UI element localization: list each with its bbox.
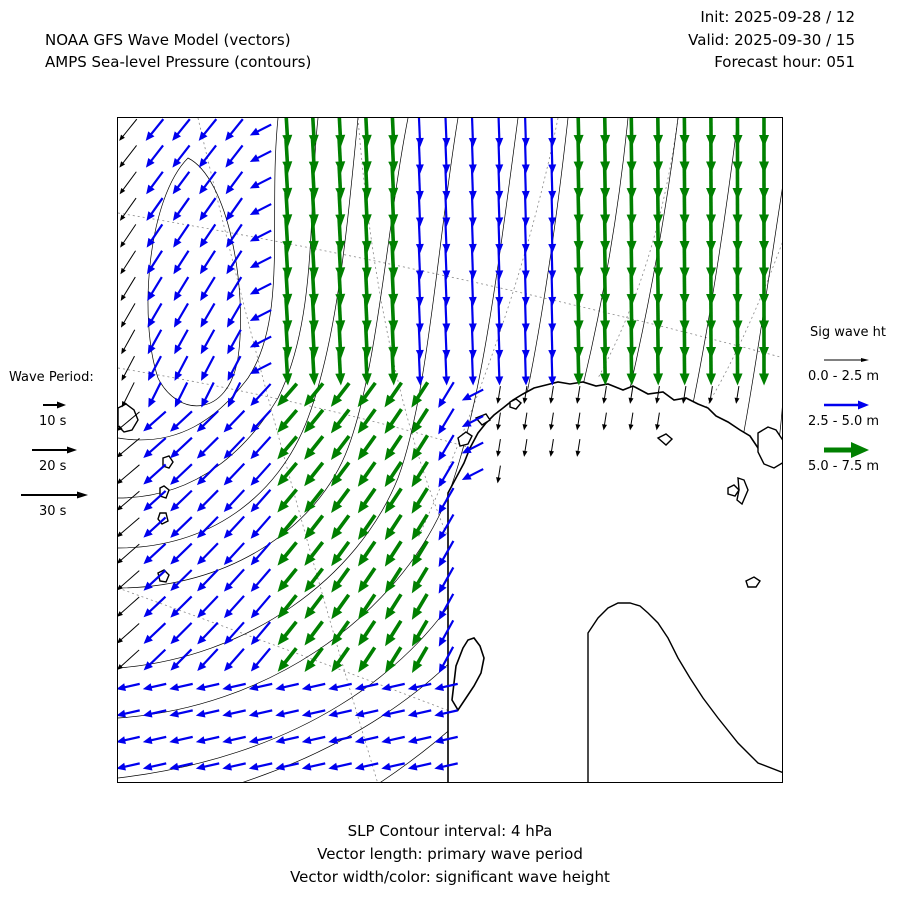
wave-vector	[120, 224, 136, 247]
wave-vector	[227, 303, 241, 327]
wave-vector	[278, 648, 297, 672]
wave-vector	[199, 198, 215, 221]
wave-vector	[119, 119, 137, 141]
wave-vector	[385, 541, 401, 566]
wave-vector	[412, 594, 427, 620]
wave-vector	[335, 352, 345, 386]
period-label-20s: 20 s	[39, 459, 67, 474]
wave-vector	[144, 623, 166, 644]
wave-vector	[385, 488, 402, 513]
wave-vector	[200, 251, 215, 275]
wave-vector	[173, 198, 189, 221]
wave-vector	[328, 710, 351, 718]
wave-vector	[385, 462, 402, 487]
wave-vector	[146, 119, 164, 141]
wave-vector	[462, 390, 483, 401]
wave-vector	[302, 683, 325, 691]
wave-vector	[170, 596, 191, 617]
wave-vector	[278, 595, 297, 618]
wave-vector	[251, 516, 271, 539]
wave-vector	[147, 303, 161, 327]
wave-vector	[118, 623, 139, 643]
wave-vector	[118, 518, 139, 538]
wave-vector	[302, 763, 325, 771]
wave-vector	[304, 516, 322, 540]
wave-vector	[304, 569, 322, 593]
wave-vector	[680, 352, 690, 386]
wave-vector	[278, 622, 297, 645]
wave-vector	[381, 710, 404, 718]
wave-vector	[304, 436, 323, 459]
wave-vector	[147, 277, 162, 301]
wave-vector	[385, 409, 402, 434]
wave-vector	[408, 710, 431, 718]
wave-vector	[277, 410, 297, 433]
height-arrow-high	[824, 442, 869, 458]
wave-vector	[250, 257, 271, 268]
wave-vector	[249, 763, 272, 771]
wave-vector	[275, 683, 298, 691]
period-label-10s: 10 s	[39, 414, 67, 429]
wave-vector	[148, 382, 160, 407]
wave-vector	[196, 683, 219, 691]
wave-vector	[224, 411, 245, 433]
wave-vector	[277, 437, 296, 460]
wave-vector	[226, 198, 242, 221]
wave-vector	[197, 517, 218, 538]
wave-vector	[304, 542, 322, 566]
wave-vector	[197, 649, 217, 671]
wave-vector	[146, 198, 162, 221]
wave-vector	[249, 683, 272, 691]
wave-vector	[225, 145, 242, 167]
wave-vector	[358, 383, 376, 407]
wave-vector	[358, 515, 375, 540]
wave-vector	[388, 352, 398, 386]
wave-vector	[199, 119, 217, 141]
wave-vector	[251, 648, 270, 671]
wave-vector	[412, 621, 427, 647]
wave-vector	[143, 464, 165, 484]
wave-vector	[197, 623, 218, 645]
init-time: Init: 2025-09-28 / 12	[700, 8, 855, 26]
contour-interval-note: SLP Contour interval: 4 hPa	[347, 822, 553, 840]
wave-vector	[174, 330, 188, 355]
wave-vector	[305, 621, 323, 645]
wave-vector	[412, 647, 427, 673]
wave-vector	[358, 436, 375, 460]
wave-vector	[331, 383, 349, 407]
wave-vector	[574, 352, 584, 386]
wave-vector	[197, 437, 218, 458]
wave-vector	[143, 736, 166, 744]
wave-vector	[251, 490, 271, 512]
wave-vector	[381, 736, 404, 744]
wave-vector	[362, 352, 372, 386]
wave-vector	[118, 544, 139, 564]
wave-vector	[197, 464, 218, 485]
wave-vector	[304, 595, 322, 619]
wave-vector	[228, 356, 241, 381]
height-label-low: 0.0 - 2.5 m	[808, 369, 880, 384]
wave-vector	[438, 435, 453, 461]
wave-vector	[200, 303, 214, 327]
wave-vector	[331, 489, 349, 513]
wave-vector	[250, 231, 271, 242]
wave-vector	[170, 438, 192, 459]
wave-vector	[412, 462, 428, 487]
wave-vector	[224, 516, 244, 538]
wave-vector	[121, 303, 135, 327]
wave-vector	[282, 352, 292, 386]
wave-vector	[143, 438, 165, 458]
wave-vector	[358, 462, 375, 486]
wave-vector	[147, 224, 163, 247]
wave-vector	[197, 490, 218, 511]
wave-vector	[759, 352, 769, 386]
wave-vector	[199, 145, 216, 167]
wave-vector	[175, 356, 188, 381]
wave-vector	[355, 710, 378, 718]
vector-width-note: Vector width/color: significant wave height	[290, 868, 610, 886]
wave-vector	[118, 597, 139, 617]
wave-vector	[148, 356, 161, 381]
wave-vector	[173, 251, 188, 275]
wave-vector	[224, 464, 245, 486]
wave-vector	[249, 736, 272, 744]
wave-vector	[250, 178, 271, 189]
wave-vector	[120, 172, 137, 195]
wave-vector	[170, 464, 192, 485]
period-arrow-10s	[43, 402, 66, 409]
wave-vector	[222, 763, 245, 771]
wave-vector	[331, 436, 349, 460]
wave-vector	[358, 568, 375, 593]
wave-vector	[309, 352, 319, 386]
wave-vector	[201, 356, 214, 381]
wave-vector	[118, 438, 139, 457]
map-panel	[117, 117, 783, 783]
wave-vector	[169, 736, 192, 744]
wave-vector	[438, 382, 454, 408]
wave-vector	[196, 710, 219, 718]
vector-length-note: Vector length: primary wave period	[317, 845, 583, 863]
wave-vector	[277, 463, 296, 486]
wave-vector	[118, 465, 139, 484]
wave-vector	[735, 386, 740, 404]
wave-vector	[173, 224, 189, 247]
wave-vector	[225, 119, 243, 141]
wave-vector	[143, 683, 166, 691]
wave-vector	[226, 251, 241, 275]
wave-vector	[197, 543, 218, 565]
wave-vector	[170, 544, 191, 565]
wave-vector	[250, 337, 271, 348]
wave-vector	[381, 683, 404, 691]
wave-vector	[408, 683, 431, 691]
height-label-high: 5.0 - 7.5 m	[808, 459, 880, 474]
wave-vector	[653, 352, 663, 386]
wave-vector	[328, 683, 351, 691]
wave-vector	[200, 277, 215, 301]
wave-vector	[251, 622, 270, 645]
wave-vector	[305, 648, 323, 672]
wave-vector	[224, 543, 244, 565]
period-legend-title: Wave Period:	[9, 370, 94, 385]
wave-vector	[146, 172, 163, 195]
wave-vector	[119, 145, 136, 167]
wave-vector	[118, 763, 140, 771]
wave-vector	[331, 542, 349, 566]
wave-vector	[358, 542, 375, 567]
wave-vector	[174, 303, 188, 327]
wave-vector	[733, 352, 743, 386]
wave-vector	[358, 595, 375, 620]
forecast-hour: Forecast hour: 051	[714, 53, 855, 71]
contour-title: AMPS Sea-level Pressure (contours)	[45, 53, 312, 71]
wave-vector	[172, 119, 190, 141]
wave-vector	[197, 596, 218, 618]
wave-vector	[143, 412, 166, 432]
wave-vector	[121, 330, 135, 355]
wave-vector	[522, 352, 530, 386]
wave-vector	[170, 649, 191, 670]
wave-vector	[328, 763, 351, 771]
map-canvas	[118, 118, 783, 783]
wave-vector	[600, 352, 610, 386]
wave-vector	[226, 172, 243, 195]
wave-vector	[495, 352, 503, 386]
wave-vector	[331, 621, 348, 646]
wave-vector	[412, 488, 428, 514]
wave-vector	[224, 596, 244, 618]
wave-vector	[331, 515, 349, 539]
wave-vector	[170, 570, 191, 591]
wave-vector	[277, 516, 296, 539]
wave-vector	[331, 648, 348, 673]
height-arrow-low	[824, 358, 869, 362]
wave-vector	[416, 352, 424, 386]
wave-vector	[408, 763, 431, 771]
wave-vector	[250, 437, 270, 459]
wave-vector	[385, 568, 401, 593]
wave-vector	[331, 595, 348, 619]
wave-vector	[169, 683, 192, 691]
wave-vector	[408, 736, 431, 744]
wave-vector	[496, 386, 501, 404]
wave-vector	[548, 352, 556, 386]
wave-vector	[118, 491, 139, 510]
wave-vector	[708, 386, 713, 404]
wave-vector	[143, 544, 165, 564]
wave-vector	[251, 543, 271, 566]
wave-vector	[201, 330, 215, 355]
height-label-mid: 2.5 - 5.0 m	[808, 414, 880, 429]
wave-vector	[328, 736, 351, 744]
wave-vector	[358, 647, 374, 672]
wave-vector	[706, 352, 716, 386]
wave-vector	[411, 409, 427, 434]
wave-vector	[170, 491, 192, 512]
wave-vector	[224, 437, 245, 459]
wave-vector	[170, 411, 192, 431]
wave-vector	[144, 597, 166, 618]
wave-vector	[385, 515, 401, 540]
wave-vector	[251, 463, 271, 485]
wave-vector	[278, 569, 297, 592]
wave-vector	[170, 517, 192, 538]
wave-vector	[197, 411, 218, 432]
wave-vector	[120, 198, 136, 221]
wave-vector	[277, 489, 296, 512]
wave-vector	[385, 383, 402, 408]
model-title: NOAA GFS Wave Model (vectors)	[45, 31, 291, 49]
wave-vector	[147, 251, 162, 275]
wave-vector	[251, 596, 270, 619]
wave-vector	[143, 517, 165, 537]
wave-vector	[385, 594, 401, 619]
wave-vector	[302, 736, 325, 744]
wave-vector	[196, 736, 219, 744]
wave-vector	[438, 462, 453, 488]
wave-vector	[250, 125, 271, 136]
wave-vector	[146, 145, 163, 167]
wave-vector	[275, 710, 298, 718]
wave-vector	[226, 224, 242, 247]
wave-vector	[174, 277, 189, 301]
valid-time: Valid: 2025-09-30 / 15	[688, 31, 855, 49]
wave-vector	[278, 542, 297, 565]
wave-vector	[250, 310, 271, 321]
wave-vector	[224, 569, 244, 591]
wave-vector	[222, 710, 245, 718]
wave-vector	[304, 463, 323, 486]
wave-vector	[144, 650, 166, 671]
wave-vector	[228, 382, 240, 407]
height-legend-arrows	[815, 350, 895, 460]
wave-vector	[224, 622, 244, 644]
wave-vector	[412, 515, 428, 541]
wave-vector	[224, 649, 244, 672]
wave-vector	[442, 352, 450, 386]
period-arrow-30s	[21, 492, 88, 499]
wave-vector	[381, 763, 404, 771]
wave-vector	[438, 409, 453, 435]
wave-vector	[304, 489, 323, 513]
wave-vector	[143, 763, 166, 771]
wave-vector	[122, 382, 134, 407]
wave-vector	[469, 352, 477, 386]
wave-vector	[143, 710, 166, 718]
wave-vector	[411, 382, 427, 407]
wave-vector	[385, 436, 402, 461]
wave-vector	[358, 621, 375, 646]
wave-vector	[120, 251, 135, 275]
wave-vector	[250, 284, 271, 295]
wave-vector	[355, 683, 378, 691]
wave-vector	[249, 710, 272, 718]
wave-vector	[302, 710, 325, 718]
wave-vector	[118, 736, 140, 744]
wave-vector	[385, 621, 401, 646]
wave-vector	[412, 541, 428, 567]
period-legend-arrows	[0, 395, 110, 515]
wave-vector	[170, 623, 191, 644]
wave-vector	[222, 736, 245, 744]
wave-vector	[251, 569, 271, 592]
wave-vector	[355, 736, 378, 744]
wave-vector	[121, 277, 136, 301]
wave-vector	[412, 568, 427, 594]
wave-vector	[250, 410, 270, 432]
height-legend-title: Sig wave ht	[810, 325, 887, 340]
wave-vector	[358, 489, 375, 514]
wave-vector	[250, 204, 271, 215]
wave-vector	[118, 683, 140, 691]
wave-vector	[172, 145, 189, 167]
wave-vector	[148, 330, 162, 355]
wave-vector	[355, 763, 378, 771]
wave-vector	[122, 356, 135, 381]
height-arrow-mid	[824, 401, 869, 410]
wave-vector	[277, 384, 297, 407]
period-label-30s: 30 s	[39, 504, 67, 519]
wave-vector	[385, 647, 401, 673]
wave-vector	[250, 363, 271, 374]
period-arrow-20s	[32, 447, 77, 454]
wave-vector	[196, 763, 219, 771]
wave-vector	[627, 352, 637, 386]
wave-vector	[197, 570, 218, 592]
wave-vector	[250, 151, 271, 162]
wave-vector	[275, 736, 298, 744]
